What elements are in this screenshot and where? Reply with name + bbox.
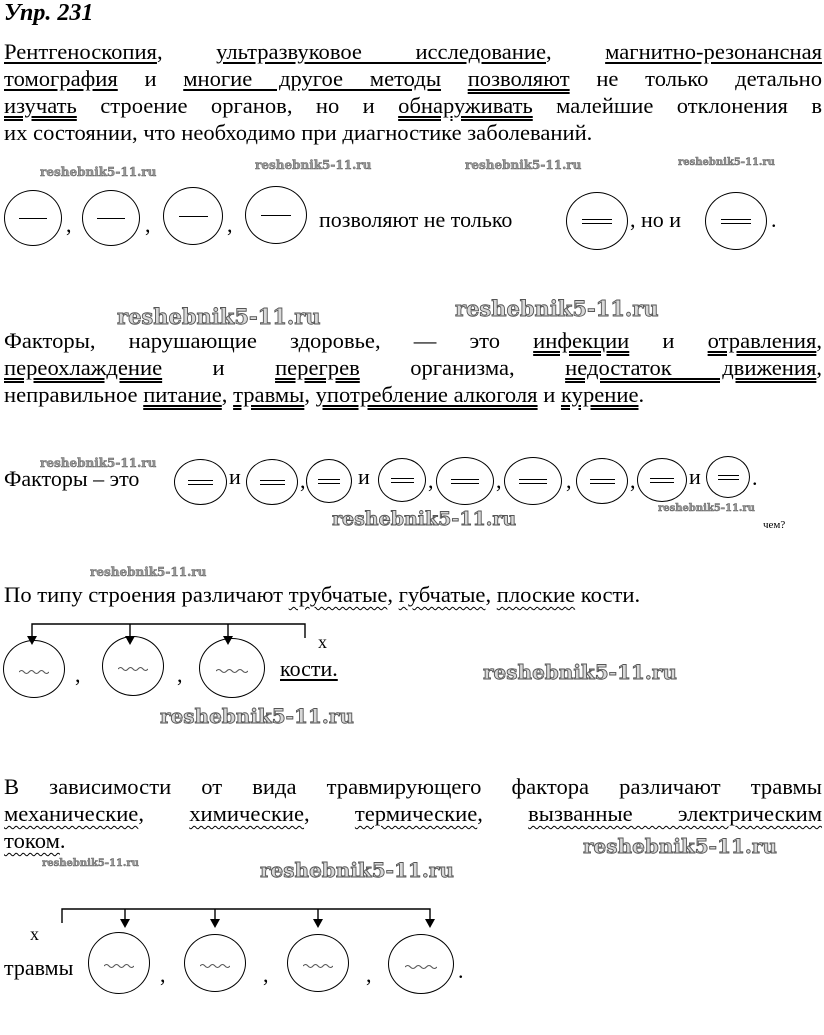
watermark: reshebnik5-11.ru	[583, 834, 777, 858]
scheme-lead: Факторы	[4, 466, 88, 491]
scheme-circle-attribute	[102, 636, 164, 696]
comma: ,	[227, 212, 233, 237]
subject-word: Рентгеноскопия	[4, 39, 157, 64]
text: ,	[816, 355, 823, 380]
para2-line-1	[4, 327, 822, 354]
paragraph-2	[4, 327, 822, 408]
comma: ,	[145, 212, 151, 237]
text: ,	[485, 582, 497, 607]
comma: ,	[75, 662, 81, 687]
predicate-word: обнаруживать	[398, 93, 533, 118]
watermark: reshebnik5-11.ru	[465, 158, 582, 172]
attribute-word: трубчатые	[288, 582, 388, 607]
text: организма,	[359, 355, 566, 380]
question-label: чем?	[763, 519, 786, 531]
comma: ,	[566, 468, 572, 493]
scheme-dash: – это	[87, 466, 140, 491]
period: .	[771, 207, 777, 232]
text: и	[629, 328, 708, 353]
predicate-word: курение	[560, 382, 639, 407]
scheme-circle-predicate	[706, 456, 750, 498]
predicate-word: инфекции	[533, 328, 630, 353]
scheme-circle-predicate	[378, 458, 426, 502]
text: ,	[138, 801, 190, 826]
text: ,	[304, 382, 316, 407]
text: .	[638, 382, 645, 407]
predicate-word: травмы	[233, 382, 305, 407]
period: .	[458, 958, 464, 983]
scheme-circle-predicate	[637, 458, 687, 502]
scheme-text: позволяют не только	[319, 207, 513, 232]
scheme-circle-attribute	[184, 934, 246, 992]
watermark: reshebnik5-11.ru	[42, 858, 139, 869]
attribute-word: химические	[189, 801, 305, 826]
text: ,	[304, 801, 355, 826]
para1-line-4: их состоянии, что необходимо при диагностике заболеваний.	[4, 120, 593, 145]
scheme-circle-attribute	[88, 932, 150, 994]
scheme-circle-predicate	[246, 459, 298, 505]
text: не только детально	[569, 66, 822, 91]
text: .	[59, 828, 66, 853]
attribute-word: вызванные электрическим	[528, 801, 823, 826]
scheme-circle-subject	[163, 187, 223, 245]
scheme-circle-attribute	[3, 640, 65, 698]
scheme-circle-predicate	[705, 192, 767, 250]
watermark: reshebnik5-11.ru	[160, 704, 354, 728]
scheme-circle-predicate	[504, 457, 562, 505]
period: .	[752, 465, 758, 490]
subject-word: магнитно-резонансная	[605, 39, 822, 64]
scheme-circle-subject	[4, 190, 62, 246]
para1-line-2	[4, 65, 822, 92]
scheme-text: , но и	[630, 207, 682, 232]
text: неправильное	[4, 382, 144, 407]
predicate-word: отравления	[707, 328, 817, 353]
text: ,	[156, 39, 217, 64]
attribute-word: током	[4, 828, 60, 853]
exercise-title: Упр. 231	[4, 0, 94, 26]
comma: ,	[160, 962, 166, 987]
watermark: reshebnik5-11.ru	[658, 503, 755, 514]
attribute-word: механические	[4, 801, 139, 826]
watermark: reshebnik5-11.ru	[90, 565, 207, 579]
para1-line-1	[4, 38, 822, 65]
scheme-circle-subject	[82, 190, 140, 246]
text: и	[537, 382, 561, 407]
text: ,	[221, 382, 234, 407]
attribute-word: плоские	[496, 582, 576, 607]
scheme-circle-attribute	[388, 934, 454, 994]
predicate-word: позволяют	[467, 66, 570, 91]
para3-line-1	[4, 581, 822, 608]
watermark: reshebnik5-11.ru	[455, 296, 659, 321]
watermark: reshebnik5-11.ru	[117, 304, 321, 329]
scheme-circle-predicate	[174, 459, 227, 505]
comma: ,	[630, 468, 636, 493]
text: ,	[816, 328, 823, 353]
conj-and: и	[358, 464, 370, 489]
watermark: reshebnik5-11.ru	[255, 158, 372, 172]
watermark: reshebnik5-11.ru	[678, 157, 775, 168]
paragraph-3	[4, 581, 822, 608]
text: строение органов, но и	[76, 93, 399, 118]
para4-line-2	[4, 800, 822, 827]
attribute-word: термические	[354, 801, 478, 826]
text: Факторы, нарушающие здоровье, — это	[4, 328, 534, 353]
comma: ,	[177, 662, 183, 687]
conj-and: и	[229, 464, 241, 489]
text: По типу строения различают	[4, 582, 289, 607]
scheme-circle-predicate	[306, 459, 352, 503]
scheme-circle-predicate	[436, 457, 494, 505]
watermark: reshebnik5-11.ru	[40, 456, 157, 470]
watermark: reshebnik5-11.ru	[332, 508, 517, 530]
predicate-word: употребление алкоголя	[315, 382, 538, 407]
text: и	[117, 66, 184, 91]
conj-and: и	[689, 464, 701, 489]
subject-word: ультразвуковое исследование	[216, 39, 546, 64]
text: ,	[546, 39, 606, 64]
watermark: reshebnik5-11.ru	[40, 165, 157, 179]
text: ,	[387, 582, 399, 607]
scheme-noun: кости.	[280, 656, 338, 681]
predicate-word: изучать	[4, 93, 77, 118]
x-label: x	[30, 924, 39, 944]
comma: ,	[366, 962, 372, 987]
comma: ,	[496, 468, 502, 493]
watermark: reshebnik5-11.ru	[483, 660, 677, 684]
text	[441, 66, 468, 91]
x-label: x	[318, 632, 327, 652]
scheme-circle-subject	[245, 186, 307, 244]
para4-line-1: В зависимости от вида травмирующего фактора различают травмы	[4, 774, 822, 799]
predicate-word: недостаток движения	[565, 355, 817, 380]
comma: ,	[263, 962, 269, 987]
comma: ,	[300, 468, 306, 493]
scheme-noun: травмы	[4, 955, 74, 980]
subject-word: томография	[4, 66, 118, 91]
scheme-circle-attribute	[199, 638, 265, 698]
text: ,	[477, 801, 529, 826]
para2-line-2	[4, 354, 822, 381]
predicate-word: переохлаждение	[4, 355, 163, 380]
comma: ,	[428, 468, 434, 493]
subject-word: многие другое методы	[183, 66, 442, 91]
scheme4-arrows	[0, 895, 450, 935]
para1-line-3	[4, 92, 822, 119]
scheme-circle-attribute	[287, 934, 349, 992]
attribute-word: губчатые	[398, 582, 486, 607]
text: малейшие отклонения в	[532, 93, 822, 118]
predicate-word: питание	[143, 382, 222, 407]
scheme-circle-predicate	[566, 192, 628, 250]
paragraph-1	[4, 38, 822, 146]
watermark: reshebnik5-11.ru	[260, 858, 454, 882]
scheme-circle-predicate	[576, 458, 628, 504]
text: кости.	[575, 582, 641, 607]
text: и	[162, 355, 276, 380]
comma: ,	[66, 212, 72, 237]
predicate-word: перегрев	[275, 355, 360, 380]
para2-line-3	[4, 381, 822, 408]
